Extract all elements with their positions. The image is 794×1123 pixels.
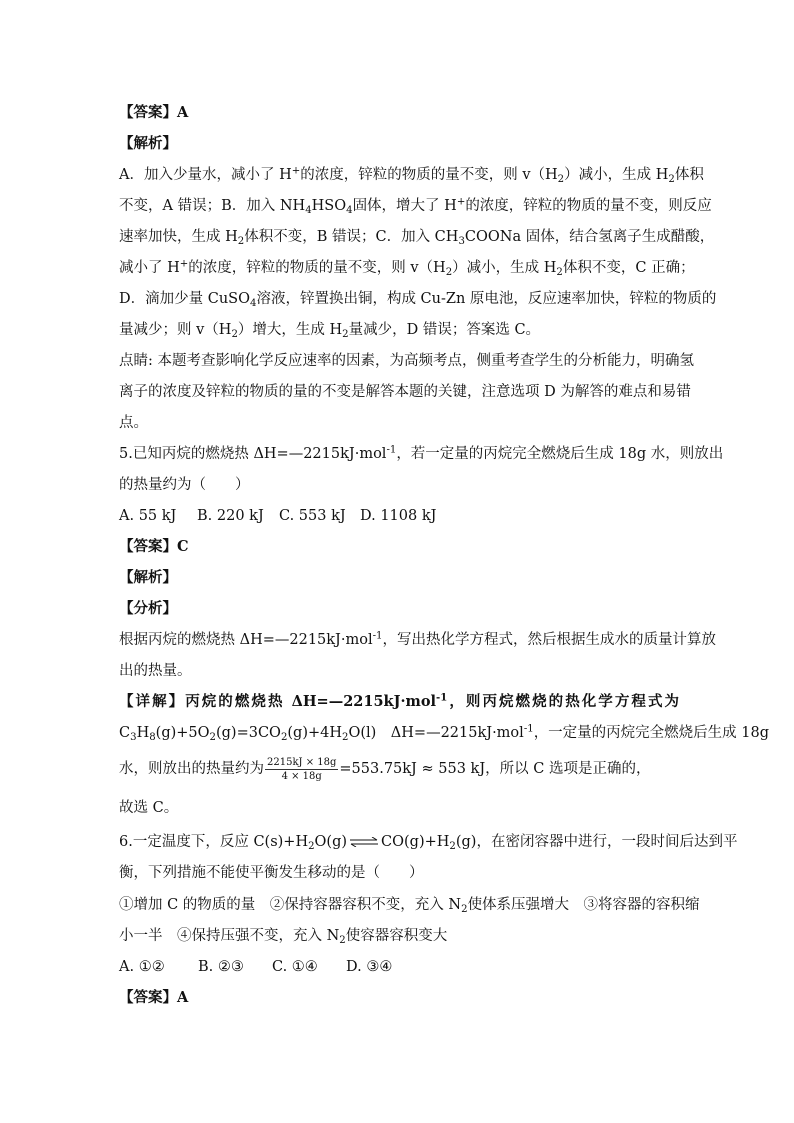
q5-detail-line-1: 【详解】丙烷的燃烧热 ΔH=—2215kJ·mol$^{-1}$，则丙烷燃烧的热化学方程式为 xyxy=(119,691,680,710)
q4-analysis-line-3: 速率加快，生成 $H_2$体积不变，B 错误；C．加入 $CH_3COONa$ 固体，结合氢离子生成醋酸， xyxy=(119,229,715,248)
q4-answer: 【答案】A xyxy=(119,104,189,121)
q4-analysis-heading: 【解析】 xyxy=(119,135,177,152)
q4-analysis-line-1: A．加入少量水，减小了 H+的浓度，锌粒的物质的量不变，则 $v(H_2)$减小，生成 $H_2$体积 xyxy=(119,165,704,186)
q5-fenxi-heading: 【分析】 xyxy=(119,600,177,617)
q6-option-d: D. ③④ xyxy=(346,959,393,975)
q5-option-b: B. 220 kJ xyxy=(197,508,264,524)
q4-analysis-line-5: D．滴加少量 CuSO$_4$溶液，锌置换出铜，构成 Cu-Zn 原电池，反应速率加快，锌粒的物质的 xyxy=(119,291,717,310)
q4-analysis-line-4: 减小了 H+的浓度，锌粒的物质的量不变，则 $v(H_2)$减小，生成 $H_2$体积不变，C 正确； xyxy=(119,258,695,279)
q5-equation-line: $C_3H_8(g)+5O_2(g)=3CO_2(g)+4H_2O(l)$ ΔH=—2215kJ·mol$^{-1}$，一定量的丙烷完全燃烧后生成 18g xyxy=(119,723,770,744)
fraction-numerator: 2215kJ × 18g xyxy=(267,756,337,768)
q5-fenxi-line-1: 根据丙烷的燃烧热 ΔH=—2215kJ·mol$^{-1}$，写出热化学方程式，然后根据生成水的质量计算放 xyxy=(119,630,716,648)
q5-calc-line: 水，则放出的热量约为 $\frac{2215kJ \times 18g}{4 \times 18g}$ =553.75kJ ≈ 553 kJ，所以 C 选项是正确的， xyxy=(119,756,651,782)
fraction-denominator: 4 × 18g xyxy=(281,770,322,782)
q6-options xyxy=(119,957,679,977)
q6-stem-line-1: 6.一定温度下，反应 $C(s)+H_2O(g)$ $CO(g)+H_2(g)$，在密闭容器中进行，一段时间后达到平 xyxy=(119,834,738,853)
q6-conditions-line-2: 小一半 ④保持压强不变，充入 $N_2$使容器容积变大 xyxy=(119,928,448,947)
q4-analysis-line-2: 不变，A 错误；B．加入 $NH_4HSO_4$固体，增大了 H+的浓度，锌粒的物质的量不变，则反应 xyxy=(119,196,712,217)
q5-option-a: A. 55 kJ xyxy=(119,508,177,524)
q4-tip-line-3: 点。 xyxy=(119,415,148,431)
q4-tip-line-1: 点睛: 本题考查影响化学反应速率的因素，为高频考点，侧重考查学生的分析能力，明确氢 xyxy=(119,353,694,369)
q4-tip-line-2: 离子的浓度及锌粒的物质的量的不变是解答本题的关键，注意选项 D 为解答的难点和易错 xyxy=(119,384,691,400)
q5-fenxi-line-2: 出的热量。 xyxy=(119,663,192,679)
heat-fraction xyxy=(265,757,338,782)
q6-answer: 【答案】A xyxy=(119,989,189,1006)
q5-analysis-heading: 【解析】 xyxy=(119,569,177,586)
q6-option-a: A. ①② xyxy=(119,959,165,975)
q5-conclusion: 故选 C。 xyxy=(119,800,179,816)
q6-option-c: C. ①④ xyxy=(272,959,318,975)
q5-stem-line-2: 的热量约为（ ） xyxy=(119,477,250,493)
q6-conditions-line-1: ①增加 C 的物质的量 ②保持容器容积不变，充入 $N_2$使体系压强增大 ③将容器的容积缩 xyxy=(119,897,700,916)
q6-option-b: B. ②③ xyxy=(198,959,244,975)
q6-stem-line-2: 衡，下列措施不能使平衡发生移动的是（ ） xyxy=(119,865,424,881)
q5-answer: 【答案】C xyxy=(119,538,189,555)
q4-analysis-line-6: 量减少；则 $v(H_2)$增大，生成 $H_2$量减少，D 错误；答案选 C。 xyxy=(119,322,541,341)
q5-option-c: C. 553 kJ xyxy=(279,508,346,524)
q5-options xyxy=(119,506,679,526)
q5-option-d: D. 1108 kJ xyxy=(360,508,437,524)
q5-stem-line-1: 5.已知丙烷的燃烧热 ΔH=—2215kJ·mol$^{-1}$，若一定量的丙烷完全燃烧后生成 18g 水，则放出 xyxy=(119,444,724,462)
equilibrium-arrow-icon xyxy=(349,837,379,847)
